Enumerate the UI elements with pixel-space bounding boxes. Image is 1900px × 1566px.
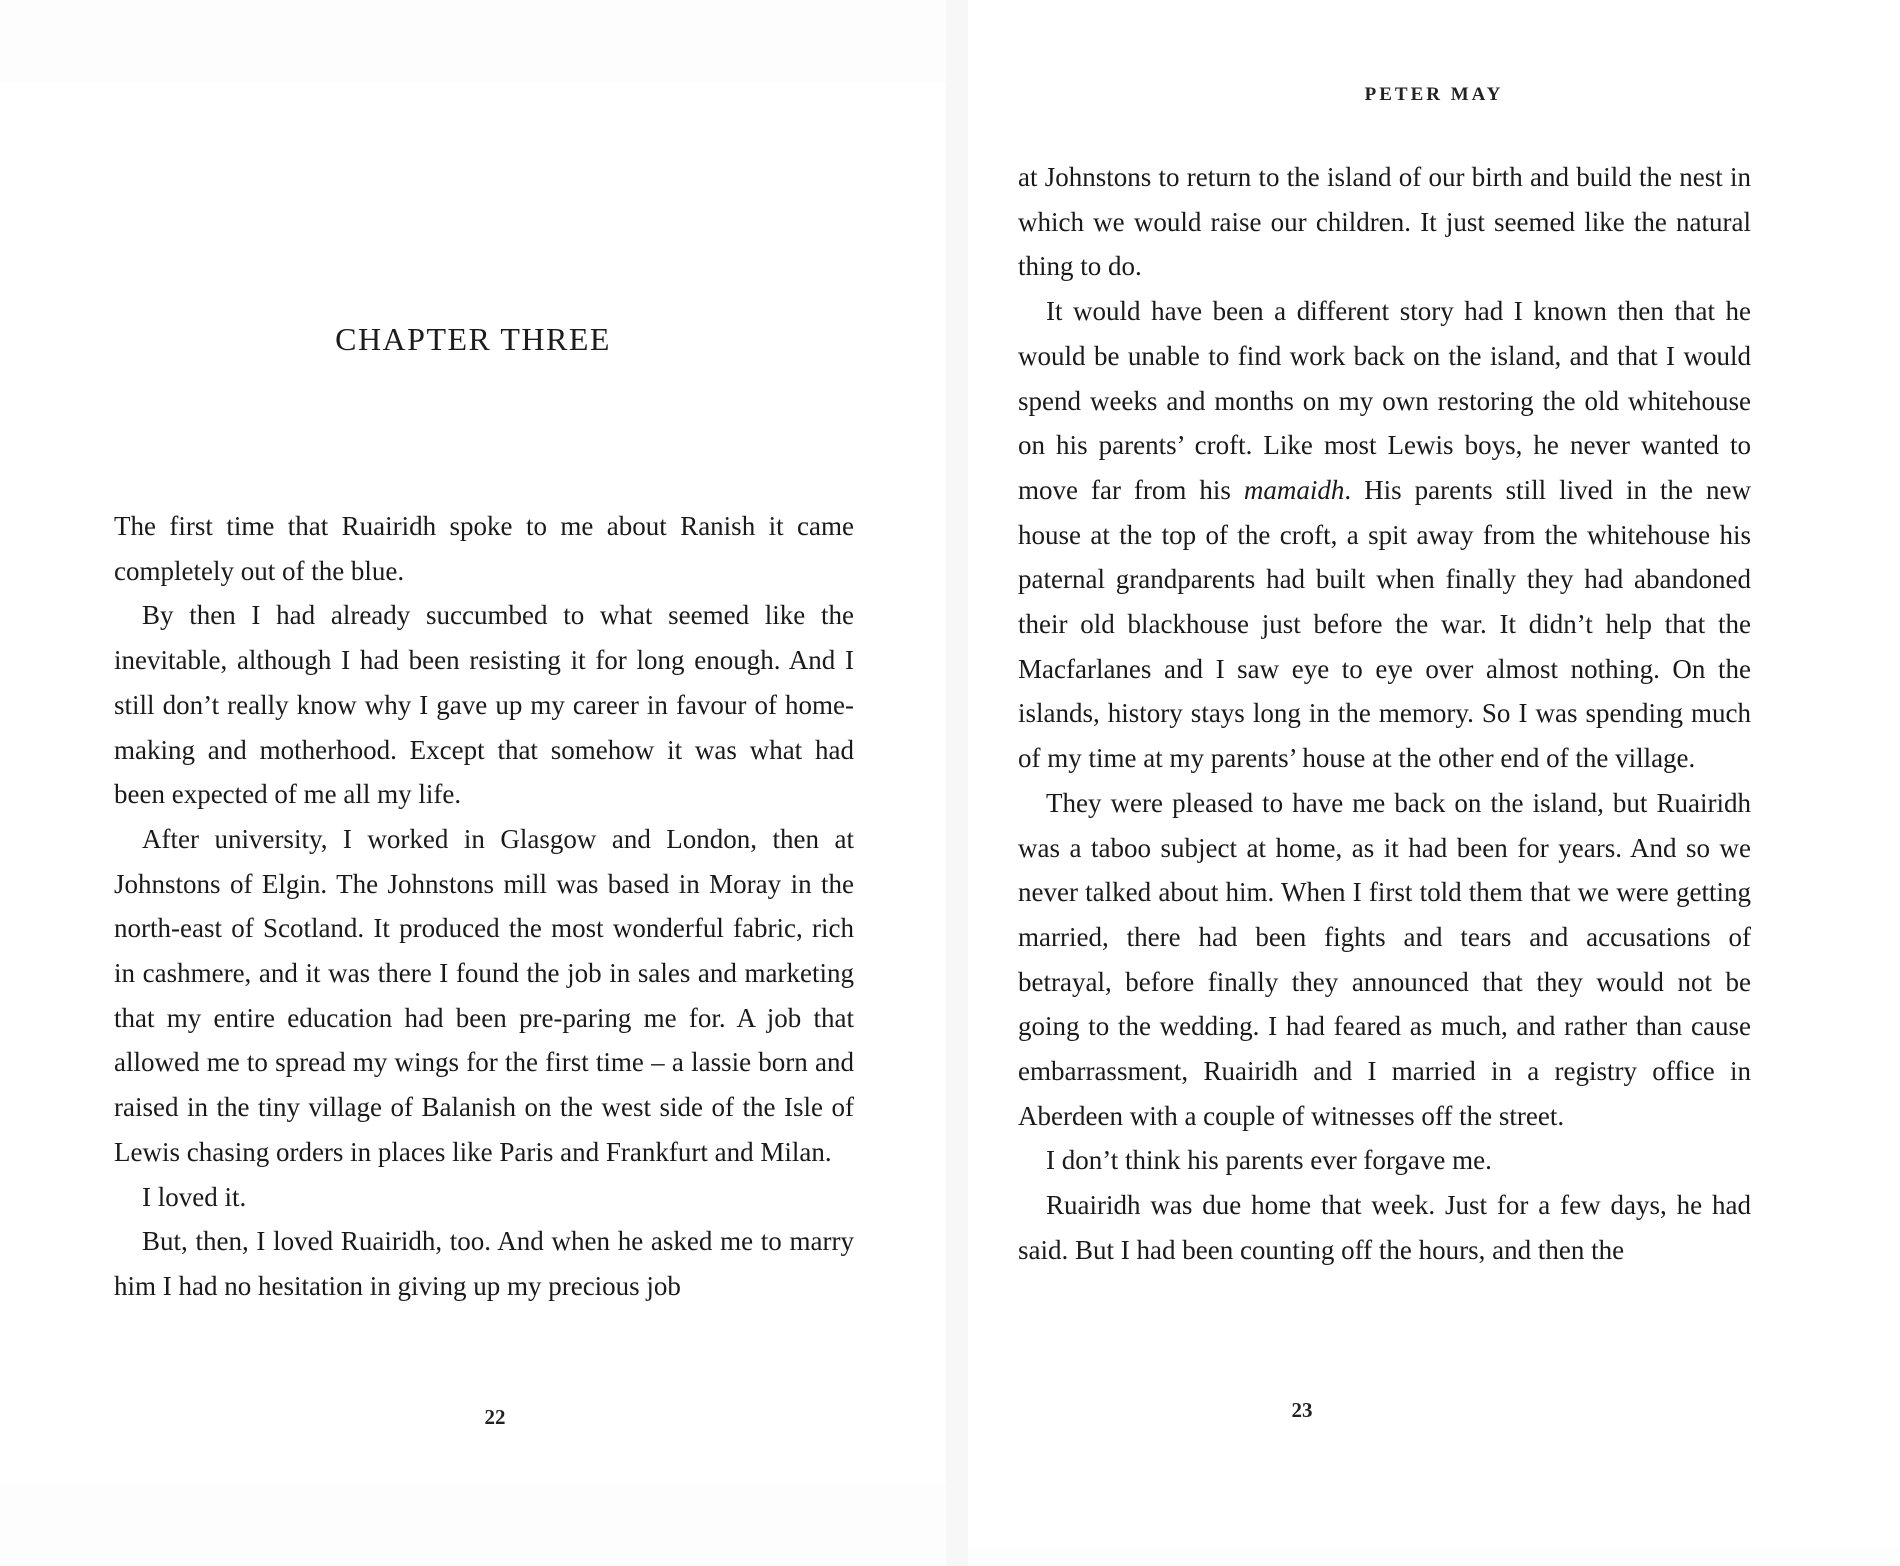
paragraph: I don’t think his parents ever forgave me. [1046,1145,1492,1176]
paragraph: at Johnstons to return to the island of our birth and build the nest in which we would raise our children. It just seemed like the natural thing to do. [1018,162,1751,282]
left-page [0,83,946,1483]
paragraph-text: . His parents still lived in the new house at the top of the croft, a spit away from the whitehouse his paternal grandparents had built when finally they had abandoned their old blackhouse just before the war. It didn’t help that the Macfarlanes and I saw eye to eye over almost nothing. On the islands, history stays long in the memory. So I was spending much of my time at my parents’ house at the other end of the village. [1018,474,1751,774]
italic-word: mamaidh [1243,474,1345,505]
left-page-body [114,504,854,1309]
right-page [968,0,1900,1548]
book-gutter [946,0,968,1566]
running-head-author: PETER MAY [1364,84,1504,105]
paragraph: After university, I worked in Glasgow and London, then at Johnstons of Elgin. The Johnstons mill was based in Moray in the north-east of Scotland. It produced the most wonderful fabric, rich in cashmere, and it was there I found the job in sales and marketing that my entire education had been pre-paring me for. A job that allowed me to spread my wings for the first time – a lassie born and raised in the tiny village of Balanish on the west side of the Isle of Lewis chasing orders in places like Paris and Frankfurt and Milan. [114,823,854,1167]
page-number: 22 [484,1405,506,1429]
paragraph-text: It would have been a different story had I known then that he would be unable to find work back on the island, and that I would spend weeks and months on my own restoring the old whitehouse on his parents’ croft. Like most Lewis boys, he never wanted to move far from his [1018,296,1751,505]
chapter-title: CHAPTER THREE [335,321,611,357]
paragraph [1018,289,1751,781]
paragraph: Ruairidh was due home that week. Just for a few days, he had said. But I had been counting off the hours, and then the [1018,1190,1751,1265]
paragraph: The first time that Ruairidh spoke to me about Ranish it came completely out of the blue. [114,511,854,586]
page-number: 23 [1291,1398,1313,1422]
paragraph: But, then, I loved Ruairidh, too. And when he asked me to marry him I had no hesitation in giving up my precious job [114,1226,854,1301]
paragraph: I loved it. [142,1181,247,1212]
right-page-body [1018,155,1751,1273]
paragraph: They were pleased to have me back on the island, but Ruairidh was a taboo subject at home, as it had been for years. And so we never talked about him. When I first told them that we were getting married, there had been fights and tears and accusations of betrayal, before finally they announced that they would not be going to the wedding. I had feared as much, and rather than cause embarrassment, Ruairidh and I married in a registry office in Aberdeen with a couple of witnesses off the street. [1018,787,1751,1131]
paragraph: By then I had already succumbed to what seemed like the inevitable, although I had been resisting it for long enough. And I still don’t really know why I gave up my career in favour of home-making and motherhood. Except that somehow it was what had been expected of me all my life. [114,600,854,810]
